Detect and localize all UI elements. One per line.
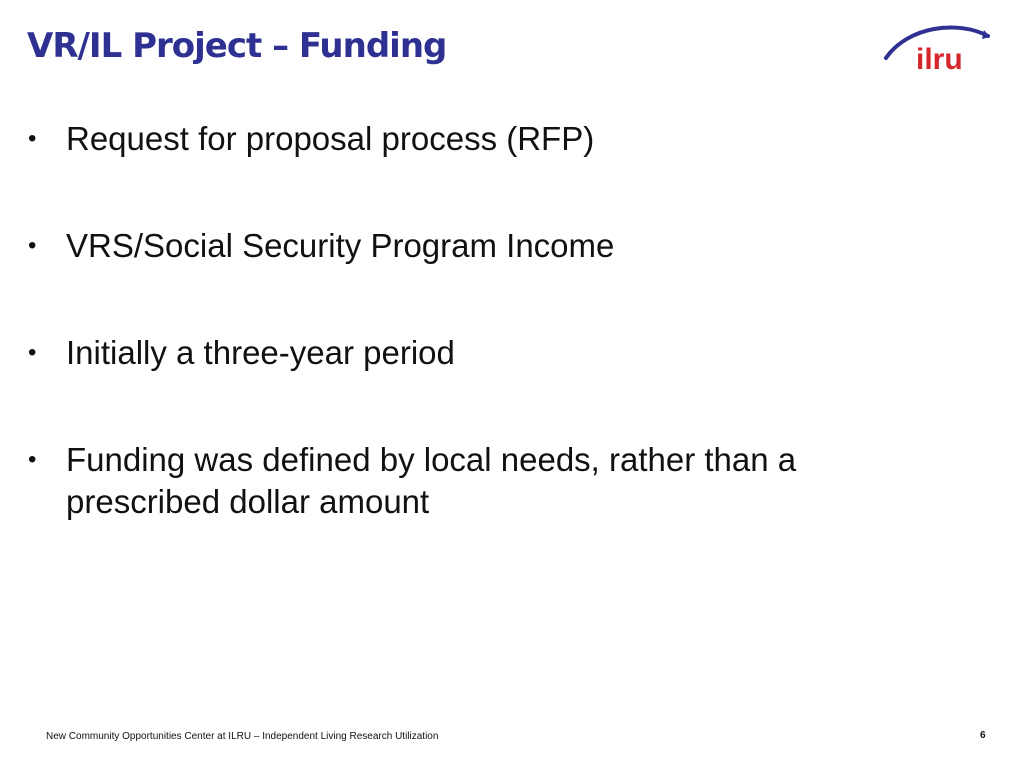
bullet-item xyxy=(28,225,928,267)
slide-title: VR/IL Project – Funding xyxy=(27,26,447,66)
bullet-point-icon: • xyxy=(28,125,37,152)
page-number: 6 xyxy=(980,730,986,741)
bullet-text: Initially a three-year period xyxy=(66,334,455,371)
bullet-list xyxy=(28,118,928,588)
bullet-text: VRS/Social Security Program Income xyxy=(66,227,615,264)
ilru-logo-icon xyxy=(880,14,1000,76)
logo-text: ilru xyxy=(916,43,963,76)
bullet-point-icon: • xyxy=(28,339,37,366)
footer-text: New Community Opportunities Center at ILRU – Independent Living Research Utilization xyxy=(46,731,439,742)
bullet-point-icon: • xyxy=(28,232,37,259)
bullet-item xyxy=(28,439,928,523)
bullet-item xyxy=(28,118,928,160)
bullet-text: Request for proposal process (RFP) xyxy=(66,120,595,157)
ilru-logo-graphic xyxy=(880,14,1000,76)
bullet-item xyxy=(28,332,928,374)
bullet-text: Funding was defined by local needs, rather than a prescribed dollar amount xyxy=(66,441,797,520)
bullet-point-icon: • xyxy=(28,446,37,473)
